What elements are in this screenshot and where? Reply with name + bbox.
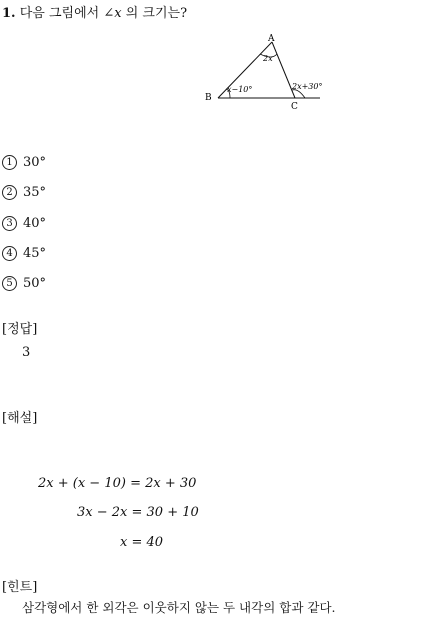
label-exterior-c: 2x+30° — [292, 82, 323, 91]
choice-1[interactable] — [2, 155, 46, 170]
question-suffix: 의 크기는? — [121, 6, 188, 21]
triangle-figure — [200, 30, 340, 115]
explanation-line-2: 3x − 2x = 30 + 10 — [77, 505, 199, 520]
explanation-label: [해설] — [2, 411, 38, 426]
choice-value: 35° — [23, 185, 47, 200]
choice-marker: 1 — [2, 155, 17, 170]
choice-5[interactable] — [2, 276, 46, 291]
label-a: A — [268, 34, 275, 44]
question-number: 1. — [2, 6, 16, 21]
question-text — [2, 2, 187, 21]
answer-label: [정답] — [2, 322, 38, 337]
choice-value: 50° — [23, 276, 47, 291]
choice-marker: 3 — [2, 216, 17, 231]
choice-marker: 5 — [2, 276, 17, 291]
hint-label: [힌트] — [2, 580, 38, 595]
question-variable: x — [114, 6, 122, 21]
question-prefix: 다음 그림에서 ∠ — [19, 6, 115, 21]
choice-4[interactable] — [2, 246, 46, 261]
choice-3[interactable] — [2, 216, 46, 231]
choice-marker: 4 — [2, 246, 17, 261]
choice-value: 45° — [23, 246, 47, 261]
choice-value: 30° — [23, 155, 47, 170]
label-b: B — [205, 93, 212, 103]
label-angle-a: 2x — [263, 54, 273, 63]
explanation-line-3: x = 40 — [120, 535, 164, 550]
hint-text: 삼각형에서 한 외각은 이웃하지 않는 두 내각의 합과 같다. — [22, 600, 336, 615]
choice-value: 40° — [23, 216, 47, 231]
choice-2[interactable] — [2, 185, 46, 200]
choice-marker: 2 — [2, 185, 17, 200]
label-c: C — [291, 102, 298, 112]
explanation-line-1: 2x + (x − 10) = 2x + 30 — [38, 476, 197, 491]
label-angle-b: x−10° — [227, 85, 253, 94]
answer-value: 3 — [22, 345, 31, 360]
